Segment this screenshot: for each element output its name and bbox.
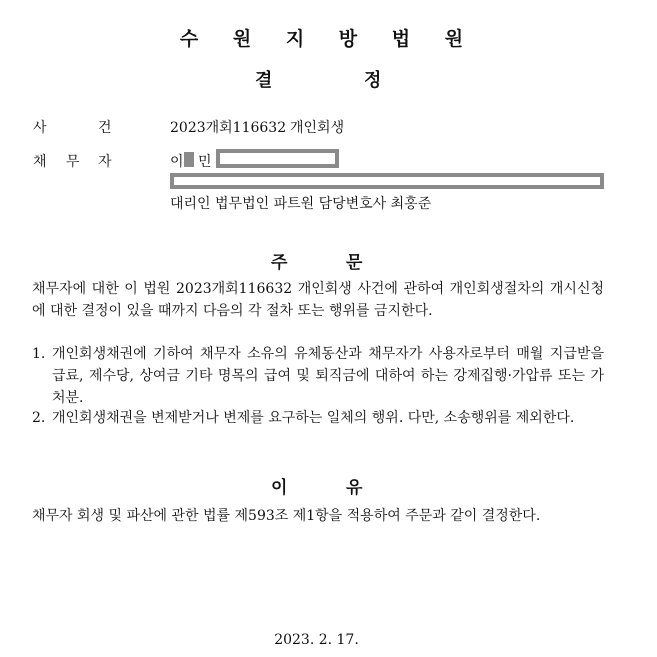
debtor-representative: 대리인 법무법인 파트원 담당변호사 최홍준 (170, 196, 432, 212)
list-item (32, 407, 604, 429)
list-item-text: 개인회생채권에 기하여 채무자 소유의 유체동산과 채무자가 사용자로부터 매월 지급받을 급료, 제수당, 상여금 기타 명목의 급여 및 퇴직금에 대하여 하는 강제집행·가압류 또는 가처분. (52, 346, 604, 406)
list-item-text: 개인회생채권을 변제받거나 변제를 요구하는 일체의 행위. 다만, 소송행위를 제외한다. (52, 410, 575, 426)
reason-heading-char-1: 이 (271, 478, 288, 498)
doc-type-char-1: 결 (255, 70, 273, 91)
debtor-label-char-2: 무 (66, 154, 80, 170)
debtor-name-last: 민 (198, 154, 212, 170)
debtor-label (0, 151, 160, 171)
order-heading-char-1: 주 (271, 253, 288, 273)
case-label (0, 117, 160, 137)
case-number: 2023개회116632 (170, 120, 287, 136)
debtor-label-char-3: 자 (98, 154, 112, 170)
order-intro: 채무자에 대한 이 법원 2023개회116632 개인회생 사건에 관하여 개인회생절차의 개시신청에 대한 결정이 있을 때까지 다음의 각 절차 또는 행위를 금지한다. (32, 281, 604, 319)
debtor-label-char-1: 채 (33, 154, 47, 170)
reason-text: 채무자 회생 및 파산에 관한 법률 제593조 제1항을 적용하여 주문과 같이 결정한다. (32, 508, 541, 524)
list-item-number: 2. (32, 410, 46, 426)
case-label-char-1: 사 (33, 120, 47, 136)
case-type: 개인회생 (290, 120, 345, 136)
list-item-number: 1. (32, 346, 46, 362)
case-label-char-2: 건 (98, 120, 112, 136)
decision-date: 2023. 2. 17. (274, 632, 359, 648)
list-item (32, 343, 604, 409)
redaction-box (216, 149, 339, 168)
redaction-box-address (170, 173, 604, 189)
redaction-mark (184, 152, 194, 167)
reason-heading-char-2: 유 (346, 478, 363, 498)
debtor-name-first: 이 (170, 154, 184, 170)
order-heading-char-2: 문 (346, 253, 363, 273)
court-name: 수 원 지 방 법 원 (179, 28, 478, 50)
doc-type-char-2: 정 (364, 70, 382, 91)
